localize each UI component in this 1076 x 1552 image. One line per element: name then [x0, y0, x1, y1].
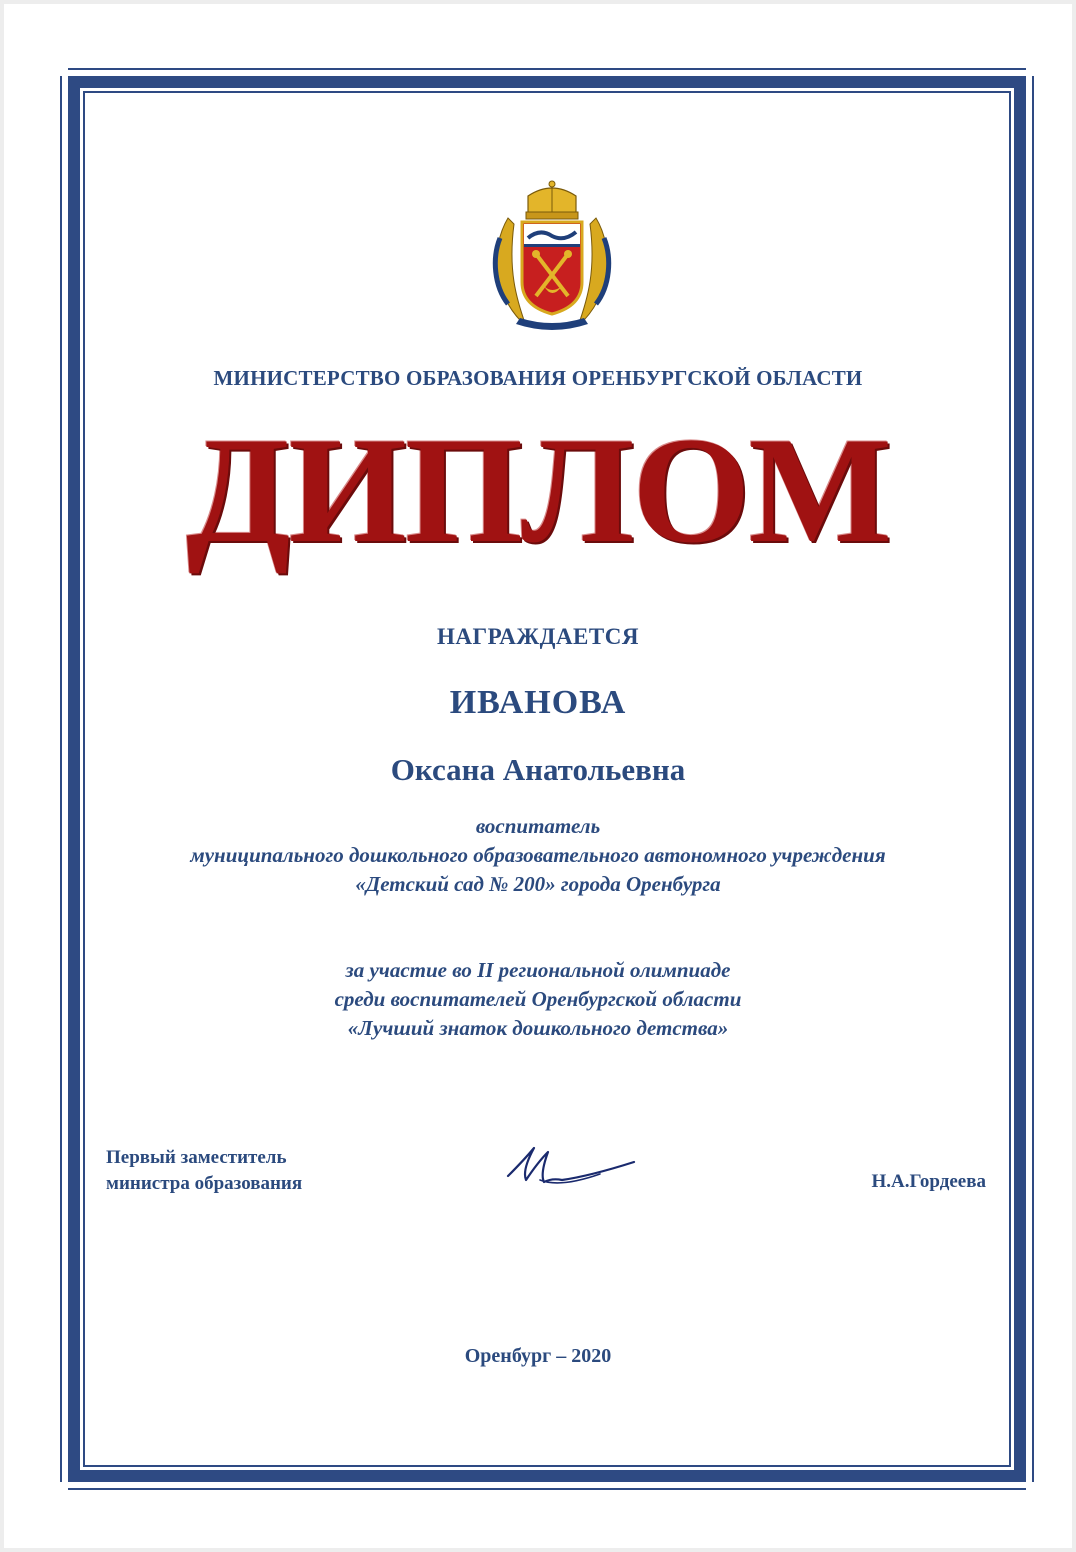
recipient-surname: ИВАНОВА	[449, 684, 627, 721]
reason-line: за участие во II региональной олимпиаде	[345, 958, 731, 982]
handwritten-signature	[500, 1118, 640, 1208]
diploma-title: ДИПЛОМ	[186, 406, 890, 574]
recipient-given-names: Оксана Анатольевна	[390, 752, 686, 787]
reason-line: среди воспитателей Оренбургской области	[334, 987, 742, 1011]
position-line: воспитатель	[475, 814, 601, 838]
frame-corner	[54, 1482, 68, 1496]
place-and-year: Оренбург – 2020	[464, 1345, 612, 1367]
coat-of-arms-icon	[486, 178, 618, 334]
frame-corner	[1026, 1482, 1040, 1496]
reason-line: «Лучший знаток дошкольного детства»	[347, 1016, 729, 1040]
ministry-heading: МИНИСТЕРСТВО ОБРАЗОВАНИЯ ОРЕНБУРГСКОЙ ОБЛАСТИ	[213, 366, 863, 390]
signatory-title	[106, 1145, 302, 1197]
position-line: «Детский сад № 200» города Оренбурга	[355, 872, 721, 896]
frame-corner	[54, 62, 68, 76]
awarded-label: НАГРАЖДАЕТСЯ	[437, 624, 639, 649]
signatory-title-line: Первый заместитель	[106, 1147, 287, 1168]
signatory-name: Н.А.Гордеева	[871, 1171, 986, 1192]
frame-corner	[1026, 62, 1040, 76]
signatory-title-line: министра образования	[106, 1173, 303, 1194]
position-line: муниципального дошкольного образовательного автономного учреждения	[190, 843, 886, 867]
